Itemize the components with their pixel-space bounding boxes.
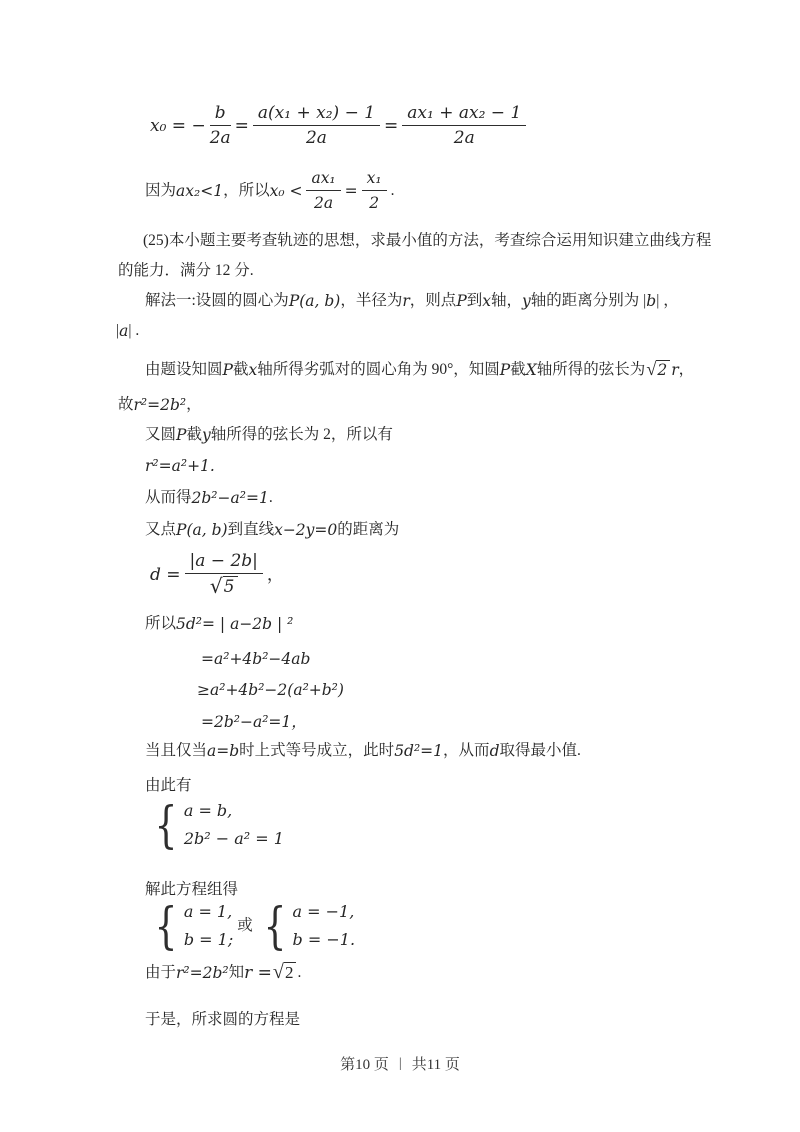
formula-x0-lhs: x₀ = − (150, 115, 206, 136)
equals-sign: = (384, 115, 399, 136)
line-solve-system: 解此方程组得 (145, 881, 239, 898)
formula-d: d = |a − 2b| √ 5 ， (150, 551, 284, 598)
line-solution1-cont: | a | . (116, 322, 140, 340)
line-eq-step1: =a²+4b²−4ab (201, 650, 311, 668)
line-setup-cont: 故 r²=2b² ， (118, 396, 202, 414)
sqrt-5: √ 5 (210, 576, 238, 597)
fraction-b-2a: $\frac{b}{2a}$ (209, 103, 231, 148)
page-footer (0, 1053, 800, 1074)
fraction-x1-2: $\frac{\text{x₁}}{2}$ (362, 168, 387, 213)
line-because: 因为 ax₂<1 ，所以 x₀ < $\frac{\text{ax₁}}{2a}$ = $\frac{\text{x₁}}{2}$ . (145, 169, 395, 212)
line-radius: 由于 r²=2b² 知 r = √ 2 . (145, 961, 302, 983)
fraction-ax1-2a: $\frac{\text{ax₁}}{2a}$ (306, 168, 340, 213)
fraction-ax1x2: $\frac{\text{a(x₁ + x₂) − 1}}{2a}$ (253, 103, 380, 148)
line-eq-r2: r²=a²+1. (145, 457, 215, 475)
left-brace: { (154, 897, 178, 955)
line-youci: 由此有 (145, 777, 192, 794)
or-label: 或 (237, 917, 253, 934)
radical-sign: √ (646, 359, 657, 380)
sqrt-2: √ 2 (646, 360, 670, 379)
line-solution1: 解法一:设圆的圆心为 P(a, b) ，半径为 r ，则点 P 到 x 轴， y 轴的距离分别为 | b | ， (145, 292, 679, 310)
fraction-ax1-ax2: $\frac{\text{ax₁ + ax₂ − 1}}{2a}$ (402, 103, 526, 148)
footer-page-total: 共11 页 (411, 1057, 460, 1073)
line-p25-1: (25)本小题主要考查轨迹的思想，求最小值的方法，考查综合运用知识建立曲线方程 (143, 232, 712, 249)
comma: ， (266, 564, 284, 584)
radical-sign: √ (272, 961, 284, 983)
line-eq-step2: ≥a²+4b²−2(a²+b²) (197, 681, 344, 699)
line-chord-y: 又圆 P 截 y 轴所得的弦长为 2，所以有 (145, 426, 393, 444)
left-brace: { (263, 897, 287, 955)
footer-page-number: 第10 页 (340, 1057, 389, 1073)
left-brace: { (154, 796, 178, 854)
period: . (390, 181, 395, 199)
equals-sign: = (234, 115, 249, 136)
equals-sign: = (344, 181, 358, 200)
period: . (297, 963, 302, 981)
line-p25-2: 的能力．满分 12 分. (118, 262, 254, 279)
equation-system-1: { a = b, 2b² − a² = 1 (154, 796, 284, 854)
line-5d2: 所以 5d²= | a−2b | ² (145, 615, 294, 633)
equation-system-2: { a = 1, b = 1; 或 { a = −1, b = −1. (154, 897, 356, 955)
sqrt-2: √ 2 (273, 962, 297, 983)
radical-sign: √ (209, 574, 223, 598)
line-eq-step3: =2b²−a²=1， (201, 713, 307, 731)
formula-x0 (150, 103, 530, 148)
line-final: 于是，所求圆的方程是 (145, 1011, 301, 1028)
line-equality-condition: 当且仅当 a=b 时上式等号成立，此时 5d²=1 ，从而 d 取得最小值. (145, 742, 581, 760)
line-point-distance: 又点 P(a, b) 到直线 x−2y=0 的距离为 (145, 521, 400, 539)
fraction-d: |a − 2b| √ 5 (185, 551, 263, 598)
line-setup: 由题设知圆 P 截 x 轴所得劣弧对的圆心角为 90°，知圆 P 截 X 轴所得的弦长为 √ 2 r ， (145, 359, 695, 380)
line-conclude: 从而得 2b²−a²=1 . (145, 489, 273, 507)
footer-separator: | (398, 1055, 402, 1071)
